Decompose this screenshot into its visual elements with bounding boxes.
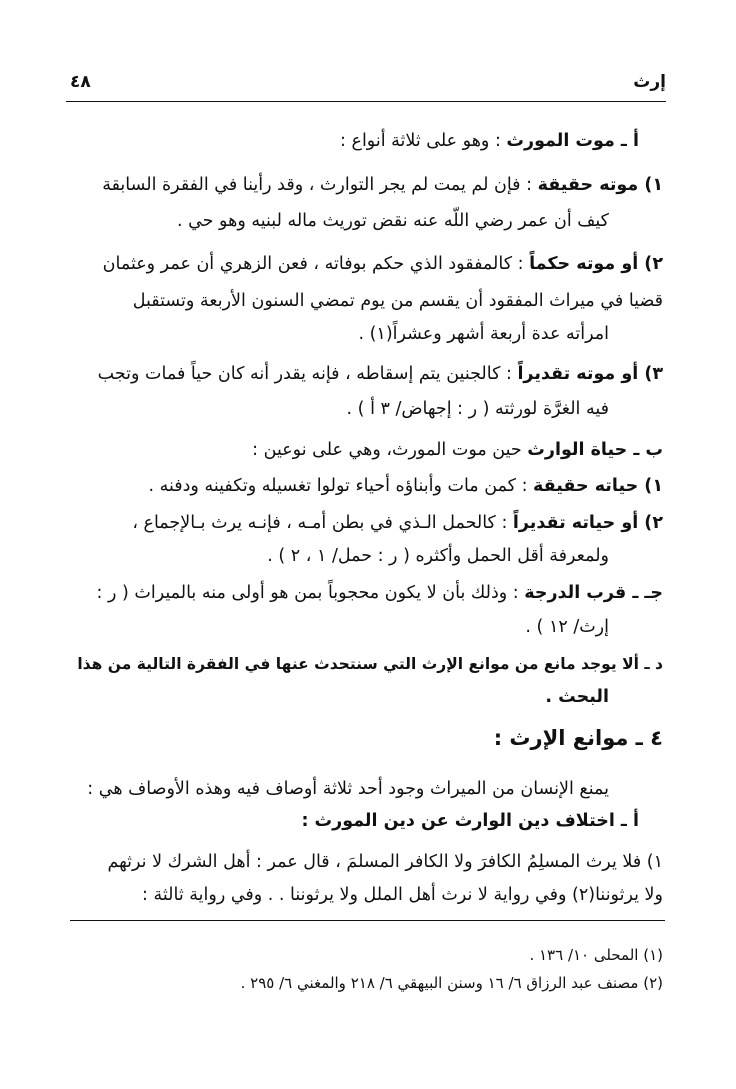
line-text: كيف أن عمر رضي اللّه عنه نقض توريث ماله لبنيه وهو حي . — [176, 211, 609, 231]
bold-label: ب ـ حياة الوارث — [527, 440, 663, 460]
body-line — [148, 473, 663, 499]
body-line — [340, 128, 639, 154]
bold-label: ٣) أو موته تقديراً — [517, 364, 663, 384]
bold-label: جـ ـ قرب الدرجة — [524, 583, 663, 603]
line-text: ولمعرفة أقل الحمل وأكثره ( ر : حمل/ ١ ، ٢ ) . — [267, 546, 609, 566]
line-text: : كالمفقود الذي حكم بوفاته ، فعن الزهري أن عمر وعثمان — [102, 254, 530, 274]
body-line — [252, 437, 663, 463]
line-text: فيه الغرَّة لورثته ( ر : إجهاض/ ٣ أ ) . — [346, 399, 609, 419]
body-line — [102, 172, 663, 198]
body-line — [87, 776, 609, 802]
line-text: : فإن لم يمت لم يجر التوارث ، وقد رأينا في الفقرة السابقة — [102, 175, 538, 195]
body-line — [107, 849, 663, 875]
body-line — [103, 251, 663, 277]
body-line — [77, 651, 663, 677]
body-line — [545, 684, 609, 710]
section-heading: ٤ ـ موانع الإرث : — [493, 726, 663, 750]
line-text: ١) فلا يرث المسلِمُ الكافرَ ولا الكافر المسلمَ ، قال عمر : أهل الشرك لا نرثهم — [107, 852, 663, 872]
footnote-rule — [70, 920, 665, 921]
bold-label: ٢) أو حياته تقديراً — [512, 513, 663, 533]
line-text: حين موت المورث، وهي على نوعين : — [252, 440, 528, 460]
body-line — [97, 580, 663, 606]
bold-label: د ـ ألا يوجد مانع من موانع الإرث التي سنتحدث عنها في الفقرة التالية من هذا — [77, 655, 663, 673]
line-text: ولا يرثوننا(٢) وفي رواية لا نرث أهل الملل ولا يرثوننا . . وفي رواية ثالثة : — [142, 885, 663, 905]
line-text: : وهو على ثلاثة أنواع : — [340, 131, 507, 151]
line-text: : كالجنين يتم إسقاطه ، فإنه يقدر أنه كان حياً فمات وتجب — [97, 364, 518, 384]
bold-label: ٢) أو موته حكماً — [529, 254, 663, 274]
body-line — [132, 510, 663, 536]
line-text: : كالحمل الـذي في بطن أمـه ، فإنـه يرث بـالإجماع ، — [132, 513, 513, 533]
body-line — [267, 543, 609, 569]
body-line — [142, 882, 663, 908]
line-text: إرث/ ١٢ ) . — [525, 617, 609, 637]
body-line — [301, 808, 639, 834]
line-text: : وذلك بأن لا يكون محجوباً بمن هو أولى منه بالميراث ( ر : — [96, 583, 525, 603]
body-line — [347, 396, 609, 422]
body-line — [177, 208, 609, 234]
body-line — [98, 361, 663, 387]
line-text: : كمن مات وأبناؤه أحياء تولوا تغسيله وتكفينه ودفنه . — [148, 476, 534, 496]
footnote: (٢) مصنف عبد الرزاق ٦/ ١٦ وسنن البيهقي ٦/ ٢١٨ والمغني ٦/ ٢٩٥ . — [240, 974, 663, 992]
line-text: قضيا في ميراث المفقود أن يقسم من يوم تمضي السنون الأربعة وتستقبل — [132, 291, 663, 311]
running-title: إرث — [633, 72, 666, 92]
bold-label: أ ـ اختلاف دين الوارث عن دين المورث : — [301, 811, 639, 831]
bold-label: ١) حياته حقيقة — [533, 476, 663, 496]
bold-label: البحث . — [545, 687, 609, 707]
bold-label: أ ـ موت المورث — [506, 131, 639, 151]
body-line — [494, 725, 663, 753]
header-rule — [66, 101, 666, 102]
body-line — [525, 614, 609, 640]
body-line — [358, 321, 609, 347]
footnote: (١) المحلى ١٠/ ١٣٦ . — [529, 946, 663, 964]
line-text: يمنع الإنسان من الميراث وجود أحد ثلاثة أوصاف فيه وهذه الأوصاف هي : — [87, 779, 609, 799]
line-text: امرأته عدة أربعة أشهر وعشراً(١) . — [358, 324, 609, 344]
bold-label: ١) موته حقيقة — [537, 175, 663, 195]
page-number: ٤٨ — [70, 72, 91, 92]
body-line — [133, 288, 663, 314]
